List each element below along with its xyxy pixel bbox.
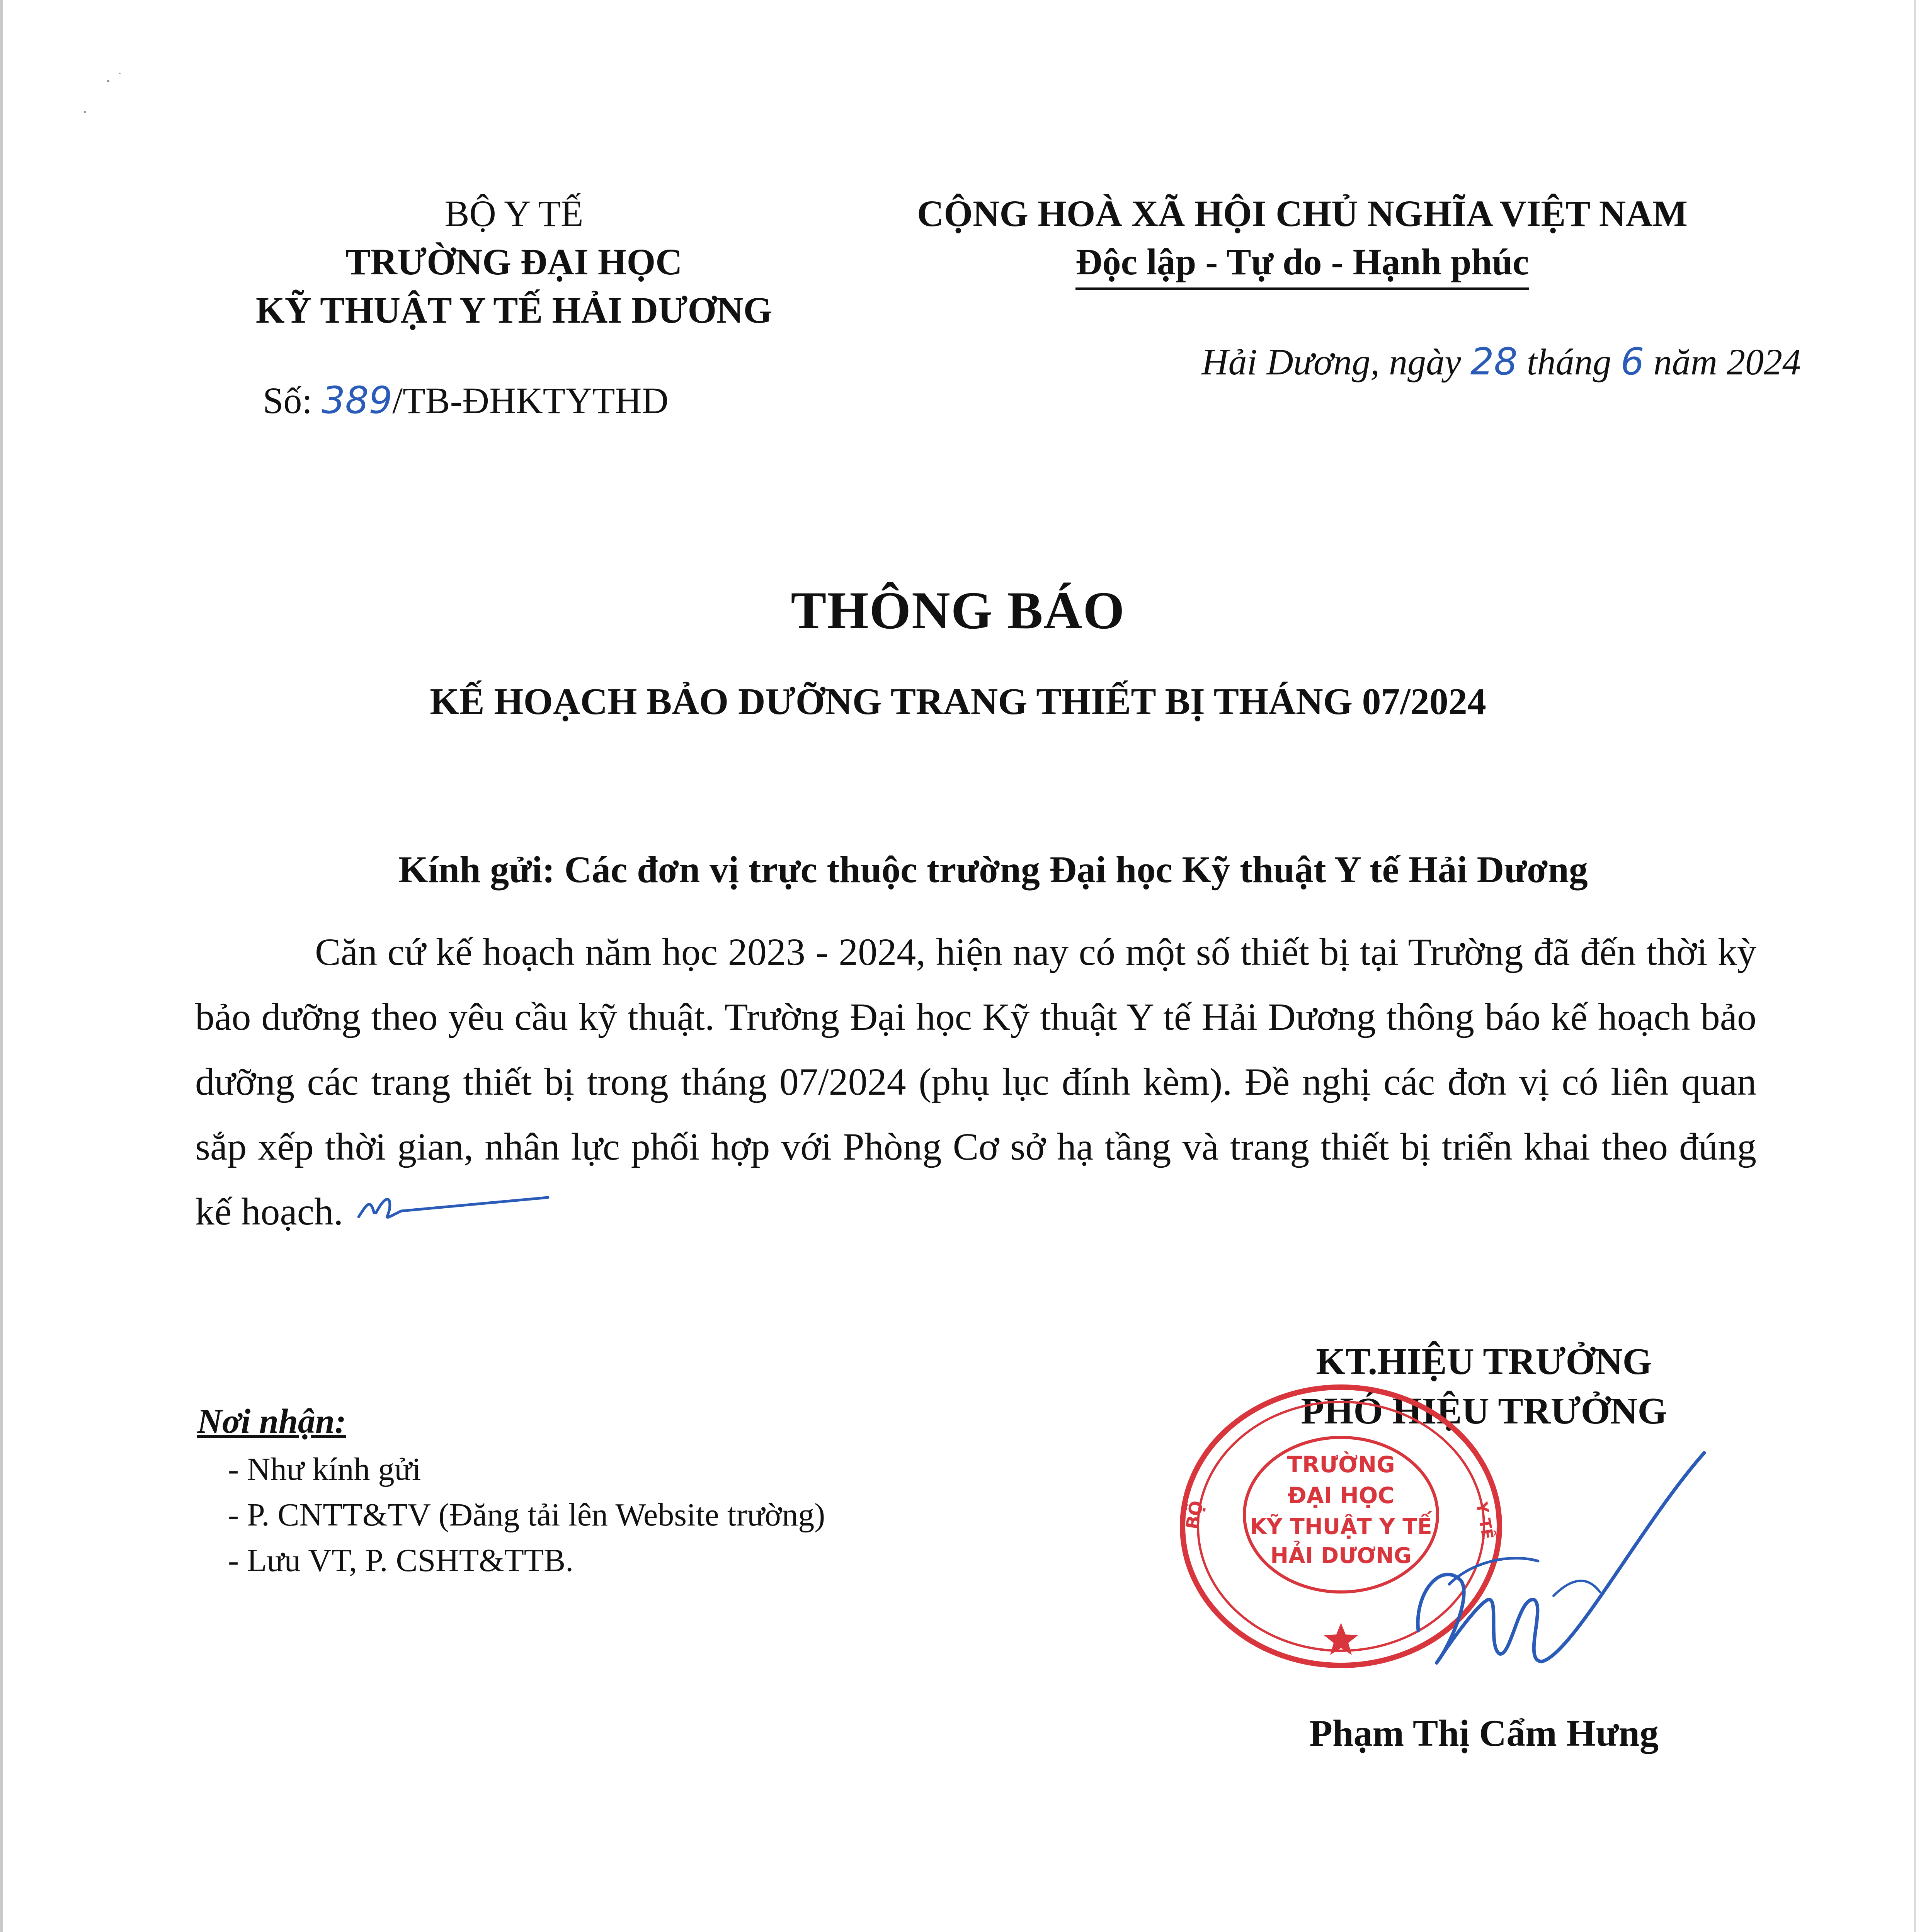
addressee-line: Kính gửi: Các đơn vị trực thuộc trường Đại học Kỹ thuật Y tế Hải Dương bbox=[398, 849, 1588, 891]
number-handwritten: 389 bbox=[322, 379, 393, 422]
date-day-handwritten: 28 bbox=[1470, 340, 1518, 383]
recipients-title: Nơi nhận: bbox=[197, 1402, 346, 1440]
recipient-item: - P. CNTT&TV (Đăng tải lên Website trường) bbox=[228, 1497, 825, 1533]
document-title: THÔNG BÁO bbox=[791, 581, 1125, 640]
body-paragraph: Căn cứ kế hoạch năm học 2023 - 2024, hiện nay có một số thiết bị tại Trường đã đến thời kỳ bảo dưỡng theo yêu cầu kỹ thuật. Trường Đại học Kỹ thuật Y tế Hải Dương thông báo kế hoạch bảo dưỡng các trang thiết bị trong tháng 07/2024 (phụ lục đính kèm). Đề nghị các đơn vị có liên quan sắp xếp thời gian, nhân lực phối hợp với Phòng Cơ sở hạ tầng và trang thiết bị triển khai theo đúng kế hoạch. bbox=[195, 930, 1756, 1233]
handwritten-signature bbox=[1372, 1414, 1720, 1723]
signature-title-line1: KT.HIỆU TRƯỞNG bbox=[1316, 1341, 1652, 1383]
document-number bbox=[263, 379, 669, 422]
nation-name: CỘNG HOÀ XÃ HỘI CHỦ NGHĨA VIỆT NAM bbox=[917, 193, 1688, 234]
school-name-line2: KỸ THUẬT Y TẾ HẢI DƯƠNG bbox=[255, 289, 773, 331]
scan-right-edge bbox=[1914, 0, 1916, 1932]
scan-specks bbox=[73, 58, 151, 135]
recipients-list bbox=[228, 1447, 825, 1583]
number-suffix: /TB-ĐHKTYTHD bbox=[392, 380, 669, 421]
scan-left-edge bbox=[0, 0, 3, 1932]
date-year: năm 2024 bbox=[1653, 341, 1801, 383]
recipient-item: - Lưu VT, P. CSHT&TTB. bbox=[228, 1543, 574, 1578]
date-month-handwritten: 6 bbox=[1620, 340, 1644, 383]
stamp-line3: KỸ THUẬT Y TẾ bbox=[1250, 1514, 1432, 1539]
recipients-block bbox=[197, 1399, 825, 1583]
issue-date bbox=[943, 340, 1801, 383]
issuer-header bbox=[147, 189, 881, 334]
stamp-outer-right-text: Y TẾ bbox=[1472, 1500, 1497, 1541]
document-subtitle: KẾ HOẠCH BẢO DƯỠNG TRANG THIẾT BỊ THÁNG 07/2024 bbox=[430, 681, 1486, 723]
stamp-line1: TRƯỜNG bbox=[1287, 1451, 1395, 1478]
school-name-line1: TRƯỜNG ĐẠI HỌC bbox=[345, 241, 682, 282]
stamp-line4: HẢI DƯƠNG bbox=[1270, 1543, 1412, 1568]
nation-header bbox=[804, 189, 1801, 290]
number-label: Số: bbox=[263, 380, 313, 421]
stamp-outer-left-text: BỘ bbox=[1181, 1499, 1207, 1531]
national-motto: Độc lập - Tự do - Hạnh phúc bbox=[1075, 238, 1529, 290]
ministry-name: BỘ Y TẾ bbox=[444, 193, 584, 234]
recipient-item: - Như kính gửi bbox=[228, 1451, 421, 1487]
date-place: Hải Dương, ngày bbox=[1201, 341, 1461, 383]
date-month-label: tháng bbox=[1526, 341, 1611, 383]
handwritten-initial-mark bbox=[355, 1190, 556, 1225]
signature-title-line2: PHÓ HIỆU TRƯỞNG bbox=[1301, 1390, 1667, 1432]
body-text bbox=[195, 920, 1756, 1244]
stamp-line2: ĐẠI HỌC bbox=[1288, 1482, 1394, 1509]
signer-name: Phạm Thị Cẩm Hưng bbox=[1309, 1713, 1659, 1754]
